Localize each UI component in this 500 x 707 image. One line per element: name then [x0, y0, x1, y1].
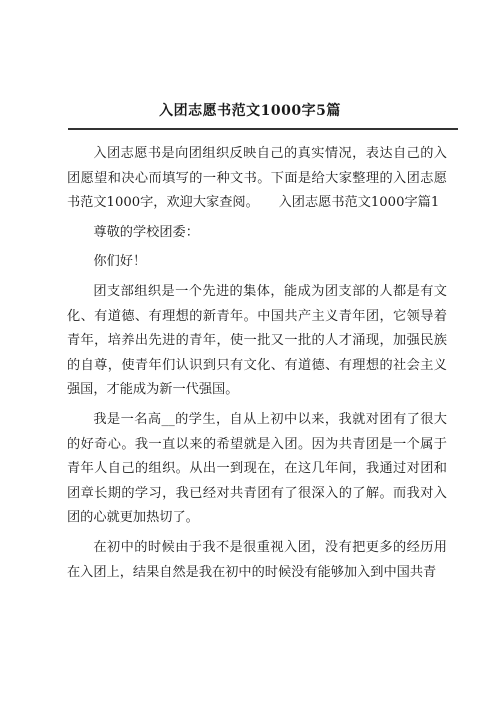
greeting: 你们好！	[93, 254, 147, 270]
intro-paragraph: 入团志愿书是向团组织反映自己的真实情况，表达自己的入团愿望和决心而填写的一种文书。下面是给大家整理的入团志愿书范文1000字，欢迎大家查阅。 入团志愿书范文1000字篇1	[67, 146, 447, 211]
document-body	[67, 142, 447, 590]
body-paragraph: 我是一名高__的学生，自从上初中以来，我就对团有了很大的好奇心。我一直以来的希望就是入团。因为共青团是一个属于青年人自己的组织。从出一到现在，在这几年间，我通过对团和团章长期的学习，我已经对共青团有了很深入的了解。而我对入团的心就更加热切了。	[67, 411, 447, 526]
body-paragraph: 在初中的时候由于我不是很重视入团，没有把更多的经历用在入团上，结果自然是我在初中的时候没有能够加入到中国共青	[67, 539, 447, 580]
salutation: 尊敬的学校团委：	[93, 224, 199, 240]
document-title: 入团志愿书范文1000字5篇	[159, 103, 341, 119]
body-paragraph: 团支部组织是一个先进的集体，能成为团支部的人都是有文化、有道德、有理想的新青年。中国共产主义青年团，它领导着青年，培养出先进的青年，使一批又一批的人才涌现，加强民族的自尊，使青年们认识到只有文化、有道德、有理想的社会主义强国，才能成为新一代强国。	[67, 283, 447, 398]
title-divider	[68, 128, 458, 130]
